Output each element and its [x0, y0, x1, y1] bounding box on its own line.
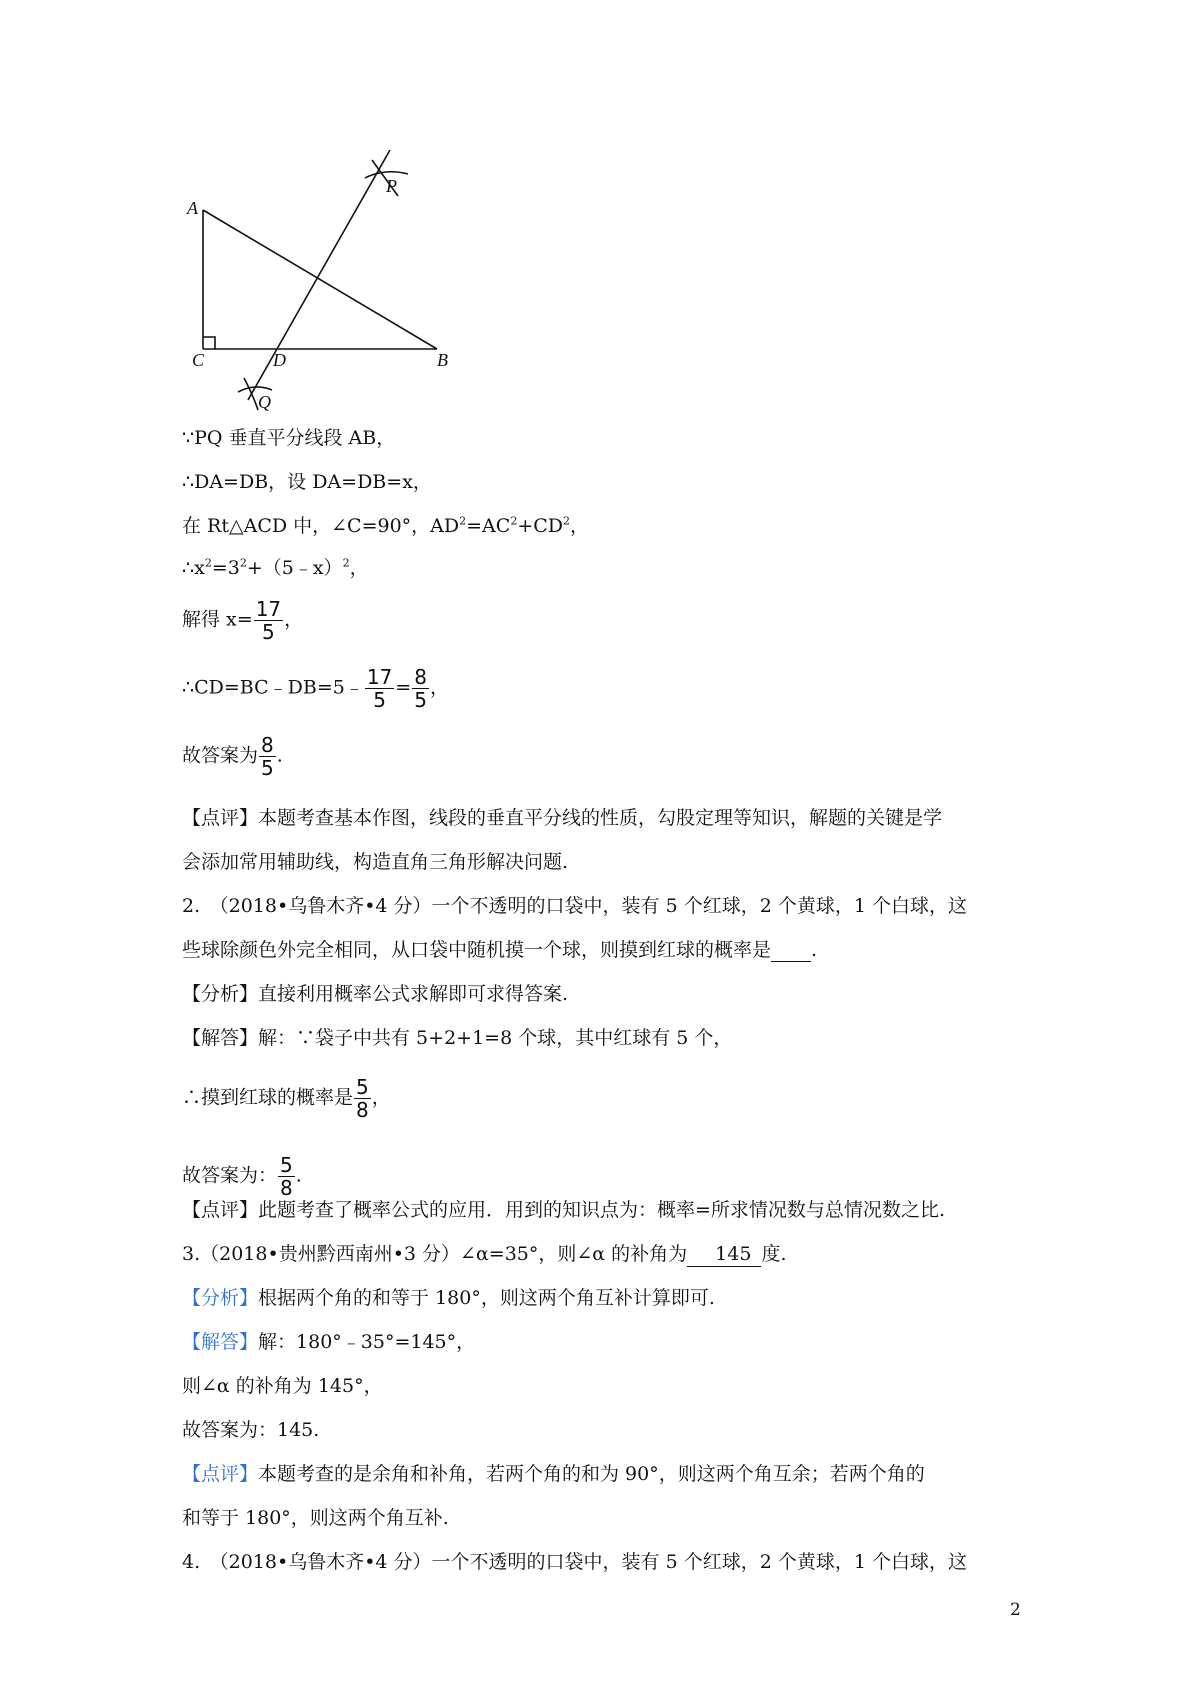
text: 故答案为： — [182, 1164, 278, 1187]
text: ， — [371, 1086, 391, 1109]
text: 此题考查了概率公式的应用．用到的知识点为：概率=所求情况数与总情况数之比. — [258, 1199, 945, 1221]
exponent: 2 — [342, 556, 350, 570]
fraction-5-8 — [354, 1076, 371, 1121]
denominator: 8 — [356, 1098, 369, 1122]
text: 解：180°﹣35°=145°， — [258, 1331, 476, 1353]
q3-review-line-2: 和等于 180°，则这两个角互补. — [182, 1507, 449, 1529]
line-pq — [248, 150, 390, 400]
filled-answer: 145 — [687, 1242, 761, 1267]
text: ， — [284, 608, 304, 631]
fraction-17-5 — [254, 598, 283, 643]
q3-stem — [182, 1242, 786, 1267]
fraction-8-5 — [412, 666, 429, 711]
text: ∴x — [182, 557, 205, 579]
q2-probability — [182, 1076, 391, 1121]
denominator: 5 — [373, 688, 386, 712]
text: . — [295, 1164, 302, 1187]
q4-stem-line-1: 4. （2018•乌鲁木齐•4 分）一个不透明的口袋中，装有 5 个红球，2 个黄球，1 个白球，这 — [182, 1551, 967, 1573]
solution-line-1: ∵PQ 垂直平分线段 AB， — [182, 427, 396, 449]
text: . — [811, 939, 818, 961]
q2-review — [182, 1198, 945, 1222]
fraction-5-8 — [278, 1154, 295, 1199]
denominator: 5 — [261, 756, 274, 780]
solution-line-4 — [182, 556, 369, 580]
solution-line-6 — [182, 666, 449, 711]
denominator: 5 — [414, 688, 427, 712]
text: ， — [570, 515, 590, 537]
review-tag: 【点评】 — [182, 807, 259, 829]
exponent: 2 — [563, 514, 571, 528]
review-tag: 【点评】 — [182, 1199, 259, 1221]
arc-q-1 — [244, 378, 258, 410]
exponent: 2 — [459, 514, 467, 528]
numerator: 8 — [414, 665, 427, 689]
answer-tag: 【解答】 — [182, 1027, 259, 1049]
text: ， — [349, 557, 369, 579]
q3-line-2: 则∠α 的补角为 145°， — [182, 1375, 383, 1397]
text: 直接利用概率公式求解即可求得答案. — [258, 983, 569, 1005]
fraction-8-5 — [259, 734, 276, 779]
review-tag: 【点评】 — [182, 1463, 259, 1485]
label-c: C — [192, 350, 205, 370]
text: 解：∵袋子中共有 5+2+1=8 个球，其中红球有 5 个， — [258, 1027, 733, 1049]
text: =3 — [211, 557, 240, 579]
exponent: 2 — [204, 556, 212, 570]
q2-answer — [182, 1026, 732, 1050]
page-number: 2 — [1010, 1600, 1021, 1620]
numerator: 17 — [255, 597, 282, 621]
label-a: A — [187, 198, 198, 218]
label-q: Q — [258, 392, 271, 412]
analysis-tag: 【分析】 — [182, 983, 259, 1005]
solution-line-7 — [182, 734, 283, 779]
label-p: P — [386, 176, 397, 196]
text: 故答案为 — [182, 744, 259, 767]
q2-final — [182, 1154, 302, 1199]
text: +CD — [517, 515, 564, 537]
label-b: B — [437, 350, 448, 370]
denominator: 8 — [280, 1176, 293, 1200]
answer-blank — [771, 943, 811, 962]
text: 根据两个角的和等于 180°，则这两个角互补计算即可. — [258, 1287, 715, 1309]
segment-ab — [203, 210, 437, 349]
fraction-17-5 — [365, 666, 394, 711]
q2-analysis — [182, 982, 568, 1006]
numerator: 17 — [366, 665, 393, 689]
solution-line-5 — [182, 598, 303, 643]
text: 解得 x= — [182, 608, 253, 631]
text: ∴CD=BC﹣DB=5﹣ — [182, 676, 364, 699]
right-angle-mark — [203, 337, 215, 349]
text: ∴摸到红球的概率是 — [182, 1086, 354, 1109]
review-1-line-2: 会添加常用辅助线，构造直角三角形解决问题. — [182, 851, 569, 873]
text: 些球除颜色外完全相同，从口袋中随机摸一个球，则摸到红球的概率是 — [182, 939, 772, 961]
numerator: 8 — [261, 733, 274, 757]
text: 在 Rt△ACD 中，∠C=90°，AD — [182, 515, 460, 537]
q2-stem-line-2 — [182, 938, 817, 962]
text: . — [276, 744, 283, 767]
q3-analysis — [182, 1286, 715, 1310]
text: 3.（2018•贵州黔西南州•3 分）∠α=35°，则∠α 的补角为 — [182, 1243, 688, 1265]
label-d: D — [273, 350, 286, 370]
text: +（5﹣x） — [246, 557, 343, 579]
answer-tag: 【解答】 — [182, 1331, 259, 1353]
text: ， — [429, 676, 449, 699]
exponent: 2 — [239, 556, 247, 570]
q3-answer — [182, 1330, 475, 1354]
q2-stem-line-1: 2. （2018•乌鲁木齐•4 分）一个不透明的口袋中，装有 5 个红球，2 个黄球，1 个白球，这 — [182, 895, 967, 917]
analysis-tag: 【分析】 — [182, 1287, 259, 1309]
solution-line-2: ∴DA=DB，设 DA=DB=x， — [182, 471, 432, 493]
text: 本题考查基本作图，线段的垂直平分线的性质，勾股定理等知识，解题的关键是学 — [258, 807, 943, 829]
text: 本题考查的是余角和补角，若两个角的和为 90°，则这两个角互余；若两个角的 — [258, 1463, 925, 1485]
text: =AC — [466, 515, 511, 537]
numerator: 5 — [280, 1153, 293, 1177]
solution-line-3 — [182, 514, 589, 538]
denominator: 5 — [262, 620, 275, 644]
review-1-line-1 — [182, 806, 942, 830]
geometry-figure — [0, 0, 1200, 420]
q3-final: 故答案为：145. — [182, 1419, 320, 1441]
q3-review-line-1 — [182, 1462, 925, 1486]
numerator: 5 — [356, 1075, 369, 1099]
text: 度. — [761, 1243, 787, 1265]
text: = — [395, 676, 412, 699]
exponent: 2 — [510, 514, 518, 528]
